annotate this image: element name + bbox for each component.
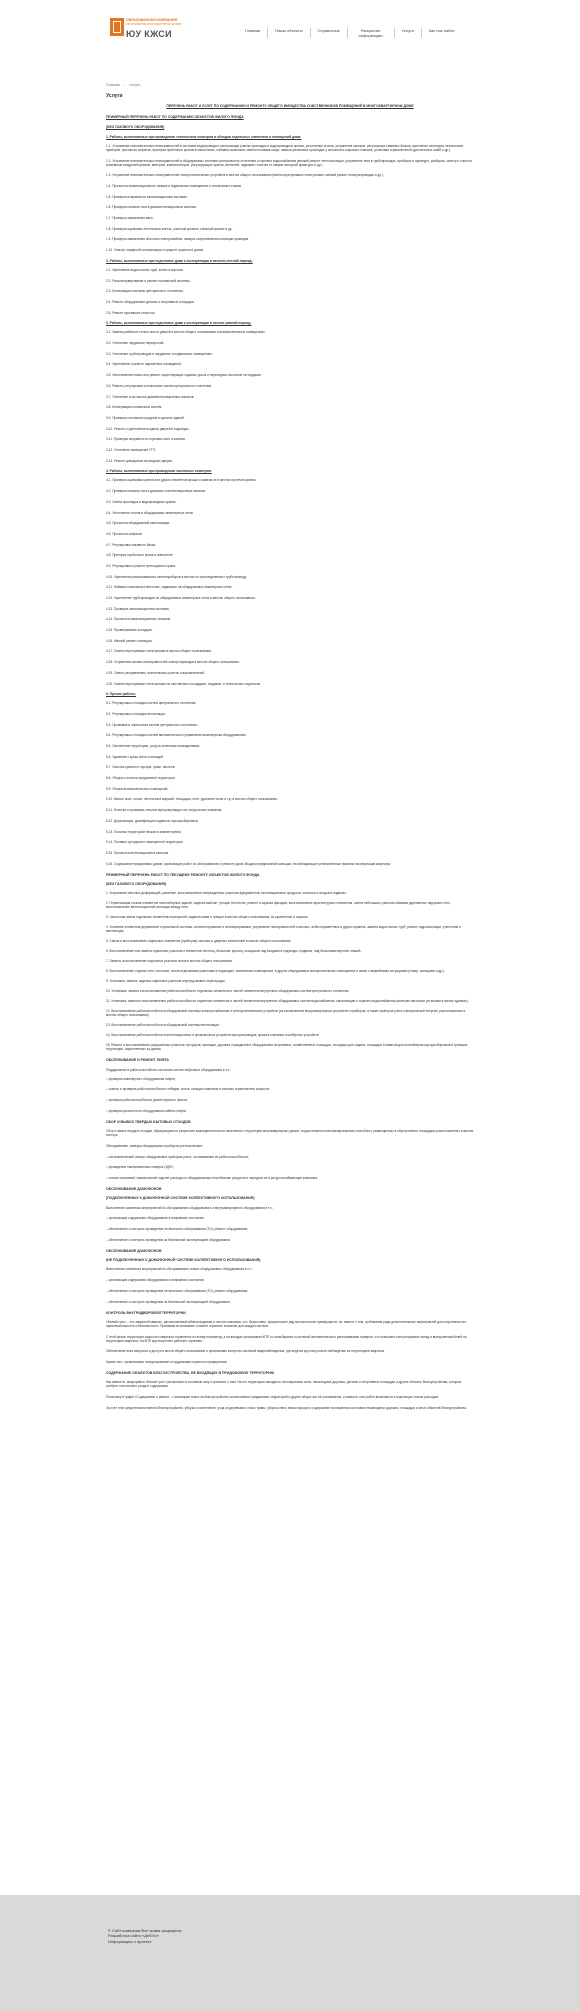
breadcrumb-current: Услуги (129, 83, 141, 87)
list-item: 5.12. Дератизация, дезинфекция подвалов, мусоросборников. (106, 818, 199, 823)
list-item: 3.12. Утепление помещений УТП. (106, 447, 156, 452)
nav-item-location[interactable]: Как нас найти (421, 28, 462, 38)
lift-list (106, 1077, 474, 1113)
breadcrumb (106, 83, 142, 87)
list-item: 9. Установка, замена, заделка отдельных участков внутридомовых перегородок. (106, 979, 226, 984)
list-item: 4.5. Прочистка общедомовой канализации. (106, 521, 171, 526)
list-item: 5.9. Уборка вспомогательных помещений. (106, 786, 169, 791)
intercom-1-subheading: (ПОДКЛЮЧЕННЫХ К ДОМОФОННОЙ СИСТЕМЕ КОЛЛЕКТИВНОГО ИСПОЛЬЗОВАНИЯ) (106, 1196, 255, 1201)
list-item: 2. Герметизация стыков элементов полносборных зданий, заделка выбоин, трещин на стенах; ремонт и окраска фасадов, восстановление архитектурных элементов, смена небольших участков обшивки деревянных наружных стен, восстановление вентиляционной изоляции между стен. (106, 901, 451, 910)
territory-control-heading: КОНТРОЛЬ ВНУТРИДВОРОВОЙ ТЕРРИТОРИИ (106, 1310, 186, 1315)
nav-item-home[interactable]: Главная (245, 28, 261, 33)
waste-heading: СБОР И ВЫВОЗ ТВЕРДЫХ БЫТОВЫХ ОТХОДОВ (106, 1119, 191, 1124)
list-item: 6. Восстановление или замена отдельных участков и элементов лестниц, балконов, крылец, козырьков над входами в подъезды, подвалы, над балконами верхних этажей. (106, 949, 362, 954)
list-item: 1.1. Устранение незначительных неисправностей в системах водопровода и канализации (смена прокладок в водопроводных кранах, уплотнение сгонов, устранение засоров, регулировка смывных бачков, крепление санитарно-технических приборов, прочистка сифонов, притирка пробочных кранов в смесителях, набивка сальников, смена поплавка-шара, замена резиновых прокладок у колокола и шарового клапана, установка ограничителей-дроссельных шайб и др.). (106, 143, 464, 152)
content-heading: ПЕРЕЧЕНЬ РАБОТ И УСЛУГ ПО СОДЕРЖАНИЮ И РЕМОНТУ ОБЩЕГО ИМУЩЕСТВА СОБСТВЕННИКОВ ПОМЕЩЕНИЙ В МНОГОКВАРТИРНОМ ДОМЕ (166, 104, 414, 108)
list-item: 5.3. Промывка и опрессовка систем центрального отопления. (106, 722, 198, 727)
list-item: 1.3. Устранение незначительных неисправностей электротехнических устройств в местах общего пользования (смена перегоревших электроламп, мелкий ремонт электропроводки и др.). (106, 173, 384, 178)
list-item: 5.10. Мытье окон, полов, лестничных маршей, площадок, стен, удаление пыли и т.д. в местах общего пользования. (106, 797, 278, 802)
section-5-list (106, 701, 474, 865)
list-item: 14. Восстановление работоспособности вентиляционных и промывочных устройств мусоропроводов, крышек клапанов и шиберных устройств. (106, 1033, 320, 1038)
section-4-list (106, 478, 474, 685)
waste-text: Сбор и вывоз твердых отходов, образующихся в результате жизнедеятельности населения с территории многоквартирных домов, осуществляется механизированным способом с размещенных в обустроенных площадках расположенных в жилом секторе. (106, 1129, 474, 1138)
nav-item-reference[interactable]: Справочник (310, 28, 347, 38)
list-item: 4.14. Прочистка канализационных лежаков. (106, 617, 171, 622)
list-item: 2.2. Расконсервирование и ремонт поливочной системы. (106, 278, 191, 283)
list-item: 3.13. Ремонт доводчиков на входных дверях. (106, 458, 173, 463)
list-item: 2.1. Укрепление водосточных труб, колен и воронок. (106, 267, 184, 272)
lift-heading: ОБСЛУЖИВАНИЕ И РЕМОНТ ЛИФТА (106, 1058, 169, 1063)
list-item: 3.6. Ремонт, регулировка и испытание систем центрального отопления. (106, 383, 213, 388)
list-item: 5.8. Уборка и очистка придомовой территории. (106, 776, 176, 781)
list-item: 5.13. Посыпка территорий песком в зимнее время. (106, 829, 182, 834)
list-item: – проверка работоспособности диспетчерского пульта; (106, 1098, 188, 1103)
site-footer (0, 1895, 580, 2011)
breadcrumb-separator: → (122, 83, 127, 87)
maintenance-heading: ПРИМЕРНЫЙ ПЕРЕЧЕНЬ РАБОТ ПО СОДЕРЖАНИЮ ОБЪЕКТОВ ЖИЛОГО ФОНДА (106, 115, 244, 120)
list-item: Обеспечение всех вопросов и доступ в места общего пользования и организован контроль системой видеонаблюдения, где ведется круглосуточное наблюдение за территорией квартала. (106, 1349, 385, 1354)
landscaping-text (106, 1380, 474, 1409)
meter-list (106, 1155, 474, 1180)
list-item: 4.3. Смена прокладок в водопроводных кранах. (106, 499, 177, 504)
list-item: – проведение своевременных поверок ОДПУ; (106, 1165, 174, 1170)
list-item: 5.7. Очистка кровли от мусора, грязи, листьев. (106, 765, 176, 770)
breadcrumb-home[interactable]: Главная (106, 83, 120, 87)
list-item: 5.4. Регулировка и наладка систем автоматического управления инженерным оборудованием. (106, 733, 247, 738)
section-2-heading: 2. Работы, выполняемые при подготовке дома к эксплуатации в весенне-летний период: (106, 258, 253, 263)
list-item: 11. Установка, замена и восстановление работоспособности отдельных элементов и частей элементов внутренних общедомовых систем водоснабжения, канализации и горячего водоснабжения (включая насосные установки в жилых зданиях). (106, 999, 469, 1004)
list-item: 3.4. Укрепление и ремонт парапетных ограждений. (106, 362, 182, 367)
list-item: 3. Частичная смена отдельных элементов перекрытий; заделка швов и трещин в местах общего пользования; их укрепление и окраска. (106, 915, 309, 920)
list-item: 4.12. Укрепление трубопроводов на общедомовых инженерных сетях в местах общего пользования. (106, 596, 256, 600)
list-item: 4.1. Проверка оцинковки кровли или других элементов крыши и замена их в местах протечек кровли. (106, 478, 257, 483)
section-2-list (106, 268, 474, 315)
list-item: Как известно, микрорайон «Белый гусь» расположен в сосновом лесу и граничит с ним. На его территории находятся лесопарковые зоны, пешеходные дорожки, детские и спортивные площадки и другие объекты благоустройства, которые требуют постоянного ухода и содержания. (106, 1380, 462, 1389)
list-item: 4.6. Прочистка сифонов. (106, 531, 143, 536)
logo-main-text: ЮУ КЖСИ (126, 29, 172, 39)
list-item: 10. Установка, замена и восстановление работоспособности отдельных элементов и частей элементов внутренних общедомовых систем центрального отопления. (106, 989, 350, 994)
section-3-list (106, 330, 474, 462)
list-item: 8. Восстановление отделки стен, потолков, полов отдельными участками в подъездах, технических помещениях, в других общедомовых вспомогательных помещениях и связи с аварийными ситуациями (повер. жильцами и др.). (106, 969, 445, 974)
footer-text (108, 1928, 182, 1944)
list-item: 1.8. Проверка оцинковки лестничных клеток, участков кровель стальной кровли и др. (106, 226, 233, 231)
footer-copyright: © Сайт компании Все права защищены (108, 1928, 182, 1933)
list-item: 1.4. Прочистка канализационного лежака в подвальных помещениях и технических этажах. (106, 183, 242, 188)
section-1-list (106, 144, 474, 252)
list-item: 3.9. Проверка состояния продухов в цоколях зданий. (106, 415, 185, 420)
logo-top-text: ОБРАЗОВАННАЯ КОМПАНИЯ (126, 18, 177, 22)
list-item: 5.2. Регулировка и наладка вентиляции. (106, 711, 166, 716)
intercom-2-intro: Выполнение комплекса мероприятий по обслуживанию только общедомового оборудования в т.ч.: (106, 1267, 253, 1272)
nav-item-disclosure[interactable]: Раскрытие информации (347, 28, 394, 38)
list-item: – осмотр и проверка работоспособности лебедки, троса, гасящих клапанов и наличия ограничителя скорости; (106, 1087, 270, 1092)
list-item: 1.2. Устранение незначительных неисправностей в общедомовых системах центрального отопления и горячего водоснабжения (мелкий ремонт теплоизоляции, устранение течи в трубопроводах, приборах и арматуре, разборка, осмотр и очистка грязевиков воздухосборников, вантузов, компенсаторов, регулирующих кранов, вентилей, задвижек; очистка от накипи запорной арматуры и др.). (106, 158, 472, 167)
list-item: За счет этих средств выполняются благоустройство, уборка и озеленение, уход за деревьями, покос травы, уборка снега, вывоз мусора и содержание в исправном состоянии пешеходных дорожек, площадок и иных объектов благоустройства. (106, 1405, 467, 1410)
intercom-2-subheading: (НЕ ПОДКЛЮЧЕННЫХ К ДОМОФОННОЙ СИСТЕМЕ КОЛЛЕКТИВНОГО ИСПОЛЬЗОВАНИЯ) (106, 1258, 261, 1263)
list-item: 4.10. Укрепление расшатавшихся сантехприборов в местах их присоединения к трубопроводу. (106, 574, 247, 579)
main-nav (238, 28, 462, 38)
list-item: Поскольку в графе «Содержание и ремонт...» жилищная плата за благоустройство коллективных придомовых территорий и других общих зон не учитывается, стоимость этих работ включается в отдельную статью расходов. (106, 1395, 439, 1400)
list-item: 4.18. Устранение мелких неисправностей электропроводки в местах общего пользования. (106, 660, 240, 665)
list-item: 3.3. Утепление трубопроводов в чердачных и подвальных помещениях. (106, 351, 213, 356)
list-item: 15. Ремонт и восстановление разрушенных участков тротуаров, проездов, дорожек ограждений и оборудования спортивных, хозяйственных площадок, площадок для отдыха, площадок и навесов для контейнеров-мусоросборников в границах территории, закрепленных за домом. (106, 1043, 468, 1052)
intercom-2-heading: ОБСЛУЖИВАНИЕ ДОМОФОНОВ (106, 1248, 162, 1253)
footer-about-link[interactable]: Информация о проекте (108, 1938, 152, 1944)
list-item: 4.20. Смена перегоревших электроламп на лестничных площадках, чердаках, в технических подпольях. (106, 681, 262, 686)
list-item: 3.2. Утепление чердачных перекрытий. (106, 341, 165, 346)
list-item: 5. Смена и восстановление отдельных элементов (приборов) оконных и дверных заполнений в местах общего пользования. (106, 939, 292, 944)
section-5-heading: 5. Прочие работы: (106, 692, 137, 697)
list-item: С этой целью территория закрытого квартала охраняется по всему периметру, а на въездах организован КПП со шлагбаумом и системой автоматического распознавания номеров, что позволяет контролировать въезд и выезд автомобилей на территорию квартала. На КПП круглосуточно работает охранник. (106, 1334, 467, 1343)
footer-dev-link[interactable]: Разработка сайта «Деб:Ю» (108, 1933, 159, 1939)
section-3-heading: 3. Работы, выполняемые при подготовке дома к эксплуатации в осенне-зимний период: (106, 321, 252, 326)
list-item: «Белый гусь» – это закрытый квартал, расположенный вблизи водоема и лесного массива, что, безусловно, предполагает ряд экологических преимуществ, но, вместе с тем, требования ряда дополнительных мероприятий для сохранения его привлекательности и безопасности. Принимая во внимание и имеют огромное значение для каждого жителя. (106, 1319, 467, 1328)
list-item: – обеспечение и контроль проведения за безопасной эксплуатацией оборудования. (106, 1299, 231, 1304)
list-item: 3.8. Консервация поливочных систем. (106, 405, 163, 410)
list-item: – обеспечение и контроль проведения технического обслуживания (ТО), ремонт оборудования; (106, 1227, 248, 1232)
list-item: 5.5. Озеленение территории, уход за зелеными насаждениями. (106, 744, 201, 749)
company-logo[interactable] (110, 18, 190, 42)
list-item: 3.10. Ремонт и укрепление входных дверей в подъезды. (106, 426, 190, 431)
page-title: Услуги (106, 93, 123, 99)
list-item: 4.13. Проверка канализационных вытяжек. (106, 606, 170, 611)
list-item: 4.16. Мелкий ремонт изоляции. (106, 638, 153, 643)
repair-subheading: (БЕЗ ГАЗОВОГО ОБОРУДОВАНИЯ) (106, 881, 167, 886)
landscaping-heading: СОДЕРЖАНИЕ ОБЪЕКТОВ БЛАГОУСТРОЙСТВА, НЕ ВХОДЯЩИХ В ПРИДОМОВУЮ ТЕРРИТОРИЮ (106, 1370, 275, 1375)
list-item: – проверка целостности оборудования кабины лифта. (106, 1108, 187, 1113)
list-item: 3.7. Утепление и прочистка дымовентиляционных каналов. (106, 394, 195, 399)
list-item: 2.5. Ремонт просевших отмосток. (106, 310, 156, 315)
list-item: 4.4. Уплотнение сгонов в общедомовых инженерных сетях. (106, 510, 194, 515)
list-item: – обеспечение и контроль проведения технического обслуживания (ТО), ремонт оборудования; (106, 1288, 248, 1293)
list-item: 1.5. Проверка исправности канализационных вытяжек. (106, 194, 188, 199)
lift-intro: Поддержание в работоспособном состоянии систем лифтового оборудования в т.ч.: (106, 1067, 231, 1072)
list-item: 5.14. Поливка тротуаров и замощенной территории. (106, 840, 184, 845)
list-item: – организация содержания оборудования в исправном состоянии; (106, 1278, 205, 1283)
section-1-heading: 1. Работы, выполняемые при проведении технических осмотров и обходов отдельных элементов и помещений дома: (106, 134, 302, 139)
list-item: 3.11. Проверка исправности слуховых окон и жалюзи. (106, 437, 186, 442)
intercom-1-heading: ОБСЛУЖИВАНИЕ ДОМОФОНОВ (106, 1186, 162, 1191)
list-item: 12. Восстановление работоспособности общедомовой системы электроснабжения и электротехнических устройств (за исключением внутриквартирных устройств и приборов, а также приборов учета электрической энергии, расположенных в местах общего пользования). (106, 1009, 466, 1018)
meter-intro: Обслуживание, поверка общедомовых приборов учета включает: (106, 1143, 204, 1148)
nav-item-services[interactable]: Услуги (394, 28, 421, 38)
list-item: 4. Усиление элементов деревянной стропильной системы, антисептирование и антипирирование; устранение неисправностей стальных, асбестоцементных и других кровель, замена водосточных труб; ремонт гидроизоляции, утепления и вентиляции. (106, 925, 461, 934)
repair-heading: ПРИМЕРНЫЙ ПЕРЕЧЕНЬ РАБОТ ПО ТЕКУЩЕМУ РЕМОНТУ ОБЪЕКТОВ ЖИЛОГО ФОНДА (106, 872, 260, 877)
list-item: 13. Восстановление работоспособности общедомовой системы вентиляции. (106, 1023, 220, 1028)
list-item: 1.10. Осмотр пожарной сигнализации и средств тушения в домах. (106, 248, 205, 253)
list-item: 4.2. Проверка наличия тяги в дымовых и вентиляционных каналах. (106, 489, 206, 494)
services-content (106, 104, 474, 1416)
list-item: 5.11. Очистка и промывка стволов мусоропровода и их загрузочных клапанов. (106, 808, 223, 813)
list-item: 1. Устранение местных деформаций, усиление, восстановление поврежденных участков фундаментов, вентиляционных продухов, отмостки и входов в подвалы. (106, 891, 347, 896)
list-item: – систематический осмотр общедомовых приборов учета, отслеживание их работоспособности; (106, 1154, 250, 1159)
list-item: – снятие показаний, ежемесячный подсчет расхода по общедомовому потреблению ресурсов и передача их в ресурсоснабжающие компании. (106, 1175, 318, 1180)
territory-control-text (106, 1320, 474, 1364)
list-item: 5.6. Удаление с крыш снега и наледей. (106, 754, 164, 759)
nav-item-objects[interactable]: Наши объекты (267, 28, 309, 38)
list-item: 1.6. Проверка наличия тяги в дымовентиляционных каналах. (106, 205, 197, 210)
list-item: 4.11. Набивка сальников в вентилях, задвижках на общедомовых инженерных сетях. (106, 585, 233, 590)
list-item: 5.1. Регулировка и наладка систем центрального отопления. (106, 701, 197, 706)
repair-list (106, 891, 474, 1051)
maintenance-subheading: (БЕЗ ГАЗОВОГО ОБОРУДОВАНИЯ) (106, 124, 165, 129)
list-item: 4.15. Проветривание колодцев. (106, 628, 153, 633)
list-item: 4.9. Регулировка и ремонт трехходового крана. (106, 563, 176, 568)
list-item: 3.5. Изготовление новых или ремонт существующих ходовых досок и переходных мостиков на чердаках. (106, 373, 262, 378)
list-item: 1.9. Проверка заземления оболочки электрокабеля, замеры сопротивления изоляции проводов. (106, 237, 250, 242)
list-item: – проверка инженерного оборудования лифта; (106, 1076, 176, 1081)
list-item: 1.7. Проверка заземления ванн. (106, 215, 154, 220)
list-item: 4.8. Притирка пробочного крана в смесителе. (106, 553, 174, 558)
list-item: 7. Замена, восстановление отдельных участков полов в местах общего пользования. (106, 959, 233, 964)
intercom-1-list (106, 1216, 474, 1241)
list-item: – организация содержания оборудования в исправном состоянии; (106, 1216, 205, 1221)
list-item: 3.1. Замена разбитых стекол окон и дверей в местах общего пользования и вспомогательных помещениях. (106, 330, 266, 335)
intercom-2-list (106, 1278, 474, 1303)
list-item: 4.7. Регулировка смывного бачка. (106, 542, 156, 547)
list-item: – обеспечение и контроль проведения за безопасной эксплуатацией оборудования. (106, 1237, 231, 1242)
list-item: 5.15. Прочистка вентиляционных каналов. (106, 850, 170, 855)
list-item: 5.16. Содержание придомовых домов, организация работ по обслуживанию и ремонту дома. Выдача предписаний жильцам, несоблюдающих установленные правила эксплуатации квартиры. (106, 861, 391, 866)
list-item: 2.3. Консервация системы центрального отопления. (106, 289, 184, 294)
list-item: Кроме того, организовано патрулирование сотрудниками охранного предприятия. (106, 1359, 228, 1364)
site-header (110, 18, 470, 48)
logo-mark-icon (110, 18, 124, 36)
logo-sub-text: ОБСЛУЖИВАНИЕ МНОГОКВАРТИРНЫХ ДОМОВ (126, 23, 182, 26)
section-4-heading: 4. Работы, выполняемые при проведении частичных осмотров: (106, 469, 212, 474)
list-item: 4.19. Смена (исправление) штепсельных розеток и выключателей. (106, 670, 205, 675)
intercom-1-intro: Выполнение комплекса мероприятий по обслуживанию общедомового и внутриквартирного оборудования в т.ч.: (106, 1205, 274, 1210)
list-item: 4.17. Смена перегоревших электроламп в местах общего пользования. (106, 649, 212, 654)
list-item: 2.4. Ремонт оборудования детских и спортивных площадок. (106, 299, 195, 304)
